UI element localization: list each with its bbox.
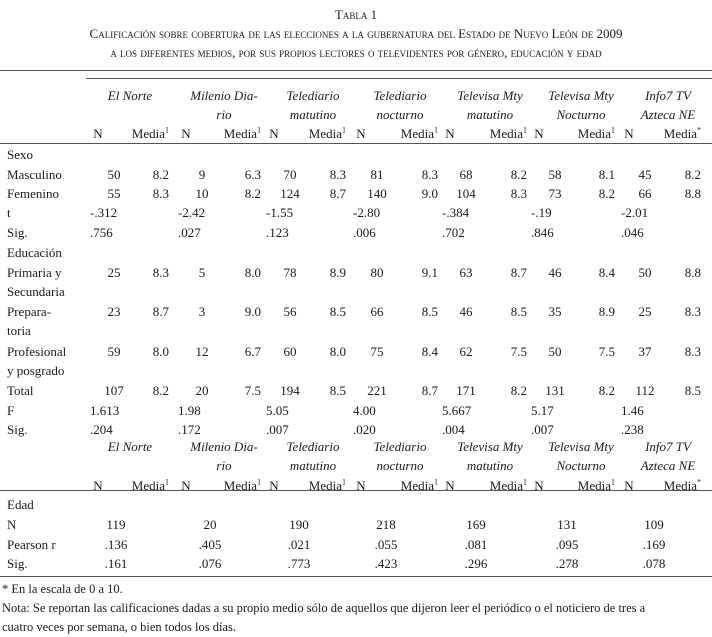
- media-subheader-2: matutino: [289, 107, 337, 122]
- cell-media: 6.7: [244, 344, 261, 359]
- row-label: F: [7, 403, 15, 418]
- top-rule: [0, 70, 712, 71]
- cell-stat: .423: [374, 556, 398, 571]
- cell-n: 104: [456, 186, 476, 201]
- cell-stat: 4.00: [353, 403, 376, 418]
- cell-media: 6.3: [244, 167, 261, 182]
- cell-stat: 20: [203, 517, 217, 532]
- cell-media: 8.7: [152, 304, 169, 319]
- cell-media: 8.4: [421, 344, 438, 359]
- row-label: Masculino: [7, 167, 62, 182]
- media-subheader-2: matutino: [289, 458, 337, 473]
- media-header-3: Telediario: [373, 88, 427, 103]
- cell-n: 46: [459, 304, 473, 319]
- media-subheader-5: Nocturno: [556, 458, 606, 473]
- cell-stat: 5.05: [266, 403, 289, 418]
- media-subheader-5: Nocturno: [556, 107, 606, 122]
- cell-stat: -.19: [531, 205, 552, 220]
- cell-stat: .278: [555, 556, 579, 571]
- cell-stat: -2.42: [178, 205, 206, 220]
- col-media-sup: 1: [257, 477, 261, 487]
- section-sexo: Sexo: [7, 147, 33, 162]
- cell-stat: .296: [464, 556, 488, 571]
- cell-media: 8.3: [684, 344, 701, 359]
- row-label: t: [7, 205, 11, 220]
- col-media-label: Media: [663, 126, 697, 141]
- cell-n: 3: [198, 304, 206, 319]
- bottom-rule: [0, 576, 712, 577]
- cell-n: 68: [459, 167, 473, 182]
- media-header-6: Info7 TV: [645, 88, 691, 103]
- cell-n: 70: [283, 167, 297, 182]
- cell-n: 75: [370, 344, 384, 359]
- media-subheader-3: nocturno: [376, 107, 424, 122]
- footnote-note-line1: Nota: Se reportan las calificaciones dadas a su propio medio sólo de aquellos que dijeron leer el periódico o el noticiero de tres a: [2, 601, 646, 615]
- cell-media: 8.5: [510, 304, 527, 319]
- col-media-sup: *: [697, 125, 701, 135]
- col-n-6: N: [624, 126, 634, 141]
- cell-stat: 169: [466, 517, 486, 532]
- col-media-label: Media: [131, 126, 165, 141]
- cell-n: 37: [638, 344, 652, 359]
- media-subheader-3: nocturno: [376, 458, 424, 473]
- col-media-6: [664, 127, 701, 140]
- footnote-scale: * En la escala de 0 a 10.: [2, 582, 123, 596]
- col-media-3: [401, 479, 438, 492]
- cell-stat: .238: [621, 422, 644, 437]
- cell-media: 8.7: [510, 265, 527, 280]
- cell-stat: .007: [531, 422, 554, 437]
- cell-stat: .172: [178, 422, 201, 437]
- cell-n: 50: [107, 167, 121, 182]
- cell-n: 12: [195, 344, 209, 359]
- cell-media: 8.5: [684, 383, 701, 398]
- header-rule: [86, 78, 712, 79]
- cell-stat: 190: [289, 517, 309, 532]
- col-media-3: [401, 127, 438, 140]
- cell-stat: .020: [353, 422, 376, 437]
- col-media-label: Media: [489, 126, 523, 141]
- cell-media: 8.0: [329, 344, 346, 359]
- cell-stat: 119: [106, 517, 126, 532]
- cell-media: 8.5: [329, 383, 346, 398]
- col-media-label: Media: [223, 126, 257, 141]
- col-n-5: N: [534, 126, 544, 141]
- col-media-sup: 1: [342, 477, 346, 487]
- cell-stat: 1.46: [621, 403, 644, 418]
- row-label: Sig.: [7, 422, 28, 437]
- cell-n: 131: [545, 383, 565, 398]
- cell-stat: .123: [266, 225, 289, 240]
- col-media-5: [578, 479, 615, 492]
- cell-stat: .161: [104, 556, 128, 571]
- media-header-4: Televisa Mty: [457, 439, 523, 454]
- media-header-0: El Norte: [107, 88, 153, 103]
- cell-media: 8.2: [598, 186, 615, 201]
- col-media-sup: 1: [611, 125, 615, 135]
- media-subheader-6: Azteca NE: [640, 458, 696, 473]
- row-label-cont: Secundaria: [7, 284, 65, 299]
- cell-stat: .078: [642, 556, 666, 571]
- cell-stat: .081: [464, 537, 488, 552]
- cell-media: 8.9: [329, 265, 346, 280]
- cell-n: 73: [548, 186, 562, 201]
- cell-media: 8.0: [244, 265, 261, 280]
- media-header-0: El Norte: [107, 439, 153, 454]
- col-media-sup: 1: [434, 125, 438, 135]
- media-subheader-4: matutino: [466, 458, 514, 473]
- cell-n: 45: [638, 167, 652, 182]
- cell-n: 221: [367, 383, 387, 398]
- cell-media: 7.5: [598, 344, 615, 359]
- media-header-2: Telediario: [286, 88, 340, 103]
- cell-stat: .773: [287, 556, 311, 571]
- cell-n: 58: [548, 167, 562, 182]
- cell-media: 8.3: [329, 167, 346, 182]
- cell-n: 25: [638, 304, 652, 319]
- row-label: Total: [7, 383, 34, 398]
- cell-stat: -2.01: [621, 205, 649, 220]
- table-title-line1: Calificación sobre cobertura de las elecciones a la gubernatura del Estado de Nuevo León de 2009: [89, 26, 623, 41]
- cell-n: 46: [548, 265, 562, 280]
- cell-n: 10: [195, 186, 209, 201]
- subheader-rule: [0, 143, 712, 144]
- col-media-label: Media: [308, 478, 342, 493]
- cell-n: 56: [283, 304, 297, 319]
- cell-stat: 109: [644, 517, 664, 532]
- col-n-1: N: [181, 478, 191, 493]
- row-label-cont: toria: [7, 323, 31, 338]
- col-media-4: [490, 479, 527, 492]
- cell-stat: -.312: [90, 205, 118, 220]
- table-label: Tabla 1: [334, 7, 378, 22]
- section-educacion: Educación: [7, 245, 62, 260]
- row-label: Femenino: [7, 186, 59, 201]
- cell-n: 5: [198, 265, 206, 280]
- col-media-label: Media: [489, 478, 523, 493]
- cell-stat: -.384: [442, 205, 470, 220]
- cell-n: 112: [635, 383, 655, 398]
- cell-n: 124: [280, 186, 300, 201]
- cell-stat: .055: [374, 537, 398, 552]
- row-label: Pearson r: [7, 537, 56, 552]
- col-n-3: N: [356, 478, 366, 493]
- cell-media: 8.2: [598, 383, 615, 398]
- cell-media: 9.1: [421, 265, 438, 280]
- media-header-5: Televisa Mty: [548, 439, 614, 454]
- col-media-sup: 1: [257, 125, 261, 135]
- col-n-5: N: [534, 478, 544, 493]
- col-media-0: [132, 127, 169, 140]
- cell-stat: .021: [287, 537, 311, 552]
- media-subheader-1: rio: [216, 458, 232, 473]
- cell-n: 78: [283, 265, 297, 280]
- cell-n: 25: [107, 265, 121, 280]
- cell-n: 194: [280, 383, 300, 398]
- col-n-0: N: [93, 126, 103, 141]
- row-label-cont: y posgrado: [7, 363, 65, 378]
- cell-media: 8.5: [421, 304, 438, 319]
- cell-stat: -1.55: [266, 205, 294, 220]
- cell-media: 7.5: [244, 383, 261, 398]
- col-n-0: N: [93, 478, 103, 493]
- cell-n: 107: [104, 383, 124, 398]
- cell-n: 20: [195, 383, 209, 398]
- col-media-0: [132, 479, 169, 492]
- cell-media: 8.1: [598, 167, 615, 182]
- cell-n: 50: [548, 344, 562, 359]
- row-label: N: [7, 517, 17, 532]
- cell-n: 62: [459, 344, 473, 359]
- cell-media: 8.2: [152, 167, 169, 182]
- cell-media: 7.5: [510, 344, 527, 359]
- cell-n: 66: [370, 304, 384, 319]
- col-media-sup: 1: [434, 477, 438, 487]
- col-media-sup: 1: [523, 125, 527, 135]
- media-header-1: Milenio Dia-: [190, 88, 258, 103]
- col-media-5: [578, 127, 615, 140]
- col-media-sup: *: [697, 477, 701, 487]
- table-title-line2: a los diferentes medios, por sus propios lectores o televidentes por género, educación y edad: [110, 45, 602, 60]
- cell-n: 140: [367, 186, 387, 201]
- cell-n: 9: [198, 167, 206, 182]
- col-media-sup: 1: [342, 125, 346, 135]
- cell-n: 171: [456, 383, 476, 398]
- media-subheader-6: Azteca NE: [640, 107, 696, 122]
- cell-media: 8.0: [152, 344, 169, 359]
- col-n-2: N: [269, 126, 279, 141]
- row-label: Prepara-: [7, 304, 52, 319]
- cell-media: 8.3: [421, 167, 438, 182]
- col-media-label: Media: [663, 478, 697, 493]
- cell-stat: .095: [555, 537, 579, 552]
- cell-stat: .007: [266, 422, 289, 437]
- col-media-sup: 1: [165, 125, 169, 135]
- cell-stat: 1.98: [178, 403, 201, 418]
- media-header-6: Info7 TV: [645, 439, 691, 454]
- row-label: Profesional: [7, 344, 67, 359]
- col-media-4: [490, 127, 527, 140]
- col-media-label: Media: [400, 478, 434, 493]
- media-header-1: Milenio Dia-: [190, 439, 258, 454]
- col-media-label: Media: [131, 478, 165, 493]
- col-media-1: [224, 479, 261, 492]
- cell-n: 60: [283, 344, 297, 359]
- cell-media: 8.3: [684, 304, 701, 319]
- media-header-3: Telediario: [373, 439, 427, 454]
- col-media-label: Media: [577, 126, 611, 141]
- media-subheader-1: rio: [216, 107, 232, 122]
- cell-stat: .076: [198, 556, 222, 571]
- col-n-3: N: [356, 126, 366, 141]
- col-media-label: Media: [308, 126, 342, 141]
- col-media-label: Media: [223, 478, 257, 493]
- col-media-2: [309, 479, 346, 492]
- cell-media: 8.2: [152, 383, 169, 398]
- col-media-6: [664, 479, 701, 492]
- cell-media: 9.0: [244, 304, 261, 319]
- cell-n: 23: [107, 304, 121, 319]
- cell-stat: 1.613: [90, 403, 120, 418]
- media-header-5: Televisa Mty: [548, 88, 614, 103]
- cell-stat: .405: [198, 537, 222, 552]
- cell-media: 8.8: [684, 186, 701, 201]
- cell-stat: .046: [621, 225, 644, 240]
- cell-stat: .027: [178, 225, 201, 240]
- cell-stat: .004: [442, 422, 465, 437]
- cell-stat: -2.80: [353, 205, 381, 220]
- cell-media: 8.7: [329, 186, 346, 201]
- cell-media: 8.3: [152, 186, 169, 201]
- cell-stat: .702: [442, 225, 465, 240]
- footnote-note-line2: cuatro veces por semana, o bien todos los días.: [2, 620, 236, 634]
- cell-n: 80: [370, 265, 384, 280]
- cell-media: 8.3: [152, 265, 169, 280]
- cell-media: 8.9: [598, 304, 615, 319]
- col-media-1: [224, 127, 261, 140]
- cell-media: 8.3: [510, 186, 527, 201]
- col-n-6: N: [624, 478, 634, 493]
- cell-media: 8.4: [598, 265, 615, 280]
- row-label: Sig.: [7, 225, 28, 240]
- row-label: Primaria y: [7, 265, 62, 280]
- col-n-4: N: [445, 126, 455, 141]
- cell-media: 8.2: [510, 167, 527, 182]
- cell-n: 63: [459, 265, 473, 280]
- media-header-2: Telediario: [286, 439, 340, 454]
- section-edad: Edad: [7, 497, 34, 512]
- col-n-2: N: [269, 478, 279, 493]
- cell-stat: .169: [642, 537, 666, 552]
- cell-media: 8.5: [329, 304, 346, 319]
- cell-n: 35: [548, 304, 562, 319]
- col-n-4: N: [445, 478, 455, 493]
- cell-stat: .756: [90, 225, 113, 240]
- cell-stat: 131: [557, 517, 577, 532]
- col-n-1: N: [181, 126, 191, 141]
- cell-stat: .846: [531, 225, 554, 240]
- row-label: Sig.: [7, 556, 28, 571]
- cell-stat: .204: [90, 422, 113, 437]
- cell-stat: 5.667: [442, 403, 472, 418]
- col-media-sup: 1: [611, 477, 615, 487]
- col-media-sup: 1: [523, 477, 527, 487]
- col-media-2: [309, 127, 346, 140]
- cell-media: 9.0: [421, 186, 438, 201]
- cell-media: 8.2: [244, 186, 261, 201]
- cell-media: 8.7: [421, 383, 438, 398]
- cell-stat: 5.17: [531, 403, 554, 418]
- cell-n: 66: [638, 186, 652, 201]
- cell-stat: .006: [353, 225, 376, 240]
- cell-media: 8.2: [510, 383, 527, 398]
- media-subheader-4: matutino: [466, 107, 514, 122]
- cell-media: 8.2: [684, 167, 701, 182]
- media-header-4: Televisa Mty: [457, 88, 523, 103]
- cell-media: 8.8: [684, 265, 701, 280]
- col-media-label: Media: [577, 478, 611, 493]
- cell-n: 50: [638, 265, 652, 280]
- col-media-sup: 1: [165, 477, 169, 487]
- cell-n: 55: [107, 186, 121, 201]
- cell-n: 81: [370, 167, 384, 182]
- cell-stat: .136: [104, 537, 128, 552]
- cell-n: 59: [107, 344, 121, 359]
- col-media-label: Media: [400, 126, 434, 141]
- cell-stat: 218: [376, 517, 396, 532]
